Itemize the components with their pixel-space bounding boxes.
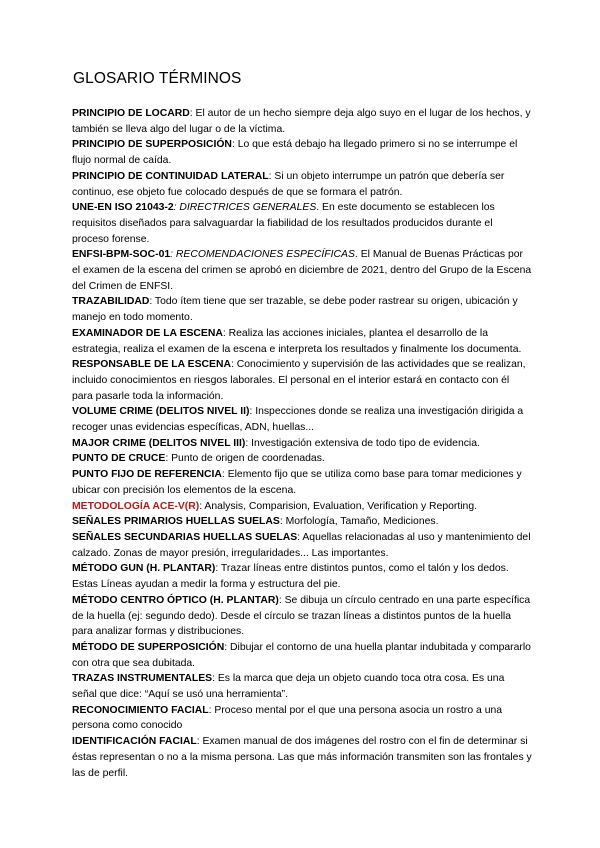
glossary-entry (72, 514, 532, 530)
glossary-definition: : Proceso mental por el que una persona asocia un rostro a una persona como conocido (72, 704, 503, 732)
glossary-definition: . En este documento se establecen los requisitos diseñados para salvaguardar la fiabilidad de los resultados producidos durante el proceso forense. (72, 202, 495, 245)
glossary-definition: : Lo que está debajo ha llegado primero si no se interrumpe el flujo normal de caída. (72, 139, 518, 167)
glossary-definition: : Investigación extensiva de todo tipo de evidencia. (245, 437, 480, 449)
glossary-term: MAJOR CRIME (DELITOS NIVEL III) (72, 437, 246, 449)
glossary-definition: . El Manual de Buenas Prácticas por el examen de la escena del crimen se aprobó en diciembre de 2021, dentro del Grupo de la Escena del Crimen de ENFSI. (72, 249, 532, 292)
glossary-entry (72, 326, 532, 357)
glossary-entry (72, 530, 532, 561)
glossary-term: UNE-EN ISO 21043-2 (72, 202, 174, 214)
glossary-entry (72, 593, 532, 640)
glossary-term: PRINCIPIO DE SUPERPOSICIÓN (72, 139, 232, 151)
glossary-term: PRINCIPIO DE CONTINUIDAD LATERAL (72, 170, 269, 182)
glossary-term: PUNTO FIJO DE REFERENCIA (72, 469, 222, 481)
glossary-definition: : Dibujar el contorno de una huella plantar indubitada y compararlo con otra que sea dubitada. (72, 641, 531, 669)
glossary-term: MÉTODO DE SUPERPOSICIÓN (72, 641, 225, 653)
glossary-definition: : Inspecciones donde se realiza una investigación dirigida a recoger unas evidencias específicas, ADN, huellas... (72, 406, 524, 434)
glossary-definition: : Es la marca que deja un objeto cuando toca otra cosa. Es una señal que dice: “Aquí se usó una herramienta”. (72, 673, 505, 701)
glossary-definition: : Conocimiento y supervisión de las actividades que se realizan, incluido conocimientos en riesgos laborales. El personal en el interior estará en contacto con él para pasarle toda la información. (72, 359, 526, 402)
glossary-definition: : Se dibuja un círculo centrado en una parte específica de la huella (ej: segundo dedo). Desde el círculo se trazan líneas a distintos puntos de la huella para analizar formas y distribuciones. (72, 594, 531, 638)
glossary-term: MÉTODO CENTRO ÓPTICO (H. PLANTAR) (72, 594, 279, 606)
glossary-entry (72, 561, 532, 592)
glossary-entry (72, 169, 532, 200)
glossary-term: SEÑALES SECUNDARIAS HUELLAS SUELAS (72, 531, 298, 543)
glossary-definition: : El autor de un hecho siempre deja algo suyo en el lugar de los hechos, y también se lleva algo del lugar o de la víctima. (72, 108, 531, 135)
glossary-entry (72, 357, 532, 404)
glossary-definition: : Aquellas relacionadas al uso y mantenimiento del calzado. Zonas de mayor presión, irregularidades... Las importantes. (72, 531, 531, 559)
glossary-term: PUNTO DE CRUCE (72, 453, 166, 465)
glossary-term: TRAZAS INSTRUMENTALES (72, 673, 213, 685)
glossary-entry (72, 404, 532, 435)
glossary-entry (72, 499, 532, 515)
glossary-entry (72, 247, 532, 294)
glossary-definition: : Analysis, Comparision, Evaluation, Verification y Reporting. (199, 500, 477, 512)
glossary-list (72, 106, 532, 781)
glossary-term: MÉTODO GUN (H. PLANTAR) (72, 563, 216, 575)
glossary-term: EXAMINADOR DE LA ESCENA (72, 327, 223, 339)
glossary-term: SEÑALES PRIMARIOS HUELLAS SUELAS (72, 516, 280, 528)
glossary-term: RESPONSABLE DE LA ESCENA (72, 359, 231, 371)
glossary-term: VOLUME CRIME (DELITOS NIVEL II) (72, 406, 250, 418)
glossary-entry (72, 703, 532, 734)
glossary-definition: : Realiza las acciones iniciales, plantea el desarrollo de la estrategia, realiza el examen de la escena e interpreta los resultados y finalmente los documenta. (72, 327, 522, 355)
glossary-definition: : Punto de origen de coordenadas. (165, 453, 325, 465)
glossary-definition: : Todo ítem tiene que ser trazable, se debe poder rastrear su origen, ubicación y manejo en todo momento. (72, 296, 518, 324)
glossary-entry (72, 467, 532, 498)
glossary-definition: : Trazar líneas entre distintos puntos, como el talón y los dedos. Estas Líneas ayudan a medir la forma y estructura del pie. (72, 563, 509, 591)
glossary-definition: : Examen manual de dos imágenes del rostro con el fin de determinar si éstas representan o no a la misma persona. Las que más información transmiten son las frontales y las de perfil. (72, 736, 532, 779)
glossary-entry (72, 106, 532, 137)
glossary-entry (72, 436, 532, 452)
glossary-entry (72, 294, 532, 325)
glossary-term: ENFSI-BPM-SOC-01 (72, 249, 171, 261)
glossary-definition: : Elemento fijo que se utiliza como base para tomar mediciones y ubicar con precisión los elementos de la escena. (72, 469, 522, 496)
glossary-entry (72, 734, 532, 781)
glossary-subtitle: : DIRECTRICES GENERALES (173, 202, 317, 214)
glossary-entry (72, 640, 532, 671)
glossary-entry (72, 451, 532, 467)
glossary-term: PRINCIPIO DE LOCARD (72, 108, 190, 119)
glossary-term: RECONOCIMIENTO FACIAL (72, 704, 209, 716)
glossary-term-highlighted: METODOLOGÍA ACE-V(R) (72, 500, 200, 512)
glossary-entry (72, 137, 532, 168)
glossary-definition: : Si un objeto interrumpe un patrón que debería ser continuo, ese objeto fue colocado después de que se formara el patrón. (72, 170, 505, 198)
page-title: GLOSARIO TÉRMINOS (73, 70, 242, 87)
glossary-definition: : Morfología, Tamaño, Mediciones. (279, 516, 439, 528)
glossary-term: IDENTIFICACIÓN FACIAL (72, 736, 197, 748)
glossary-entry (72, 671, 532, 702)
glossary-entry (72, 200, 532, 247)
glossary-subtitle: : RECOMENDACIONES ESPECÍFICAS (170, 249, 355, 261)
glossary-term: TRAZABILIDAD (72, 296, 150, 308)
